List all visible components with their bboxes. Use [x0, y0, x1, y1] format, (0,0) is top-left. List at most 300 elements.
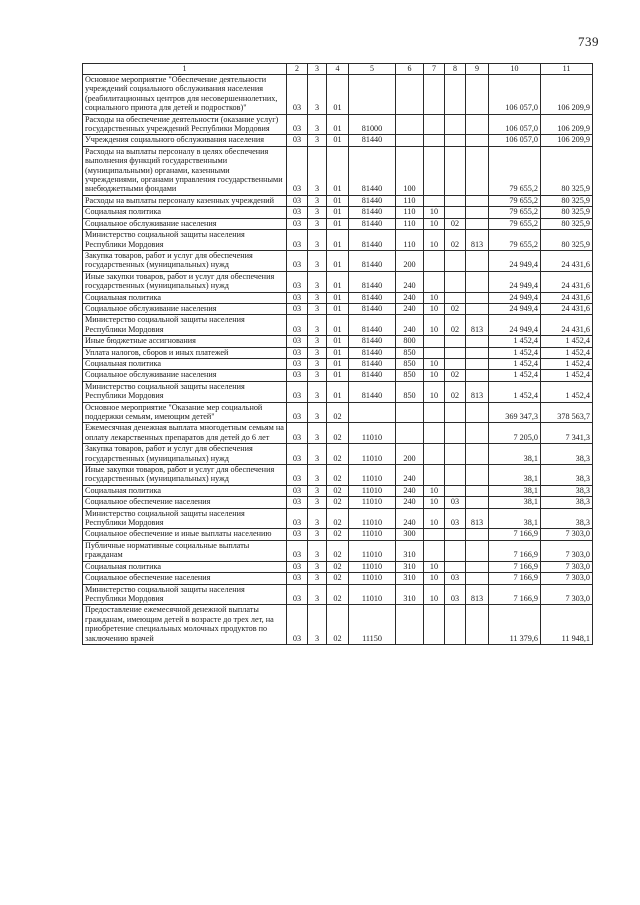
- code-section-cell: 10: [424, 358, 445, 369]
- row-name-cell: Министерство социальной защиты населения Республики Мордовия: [83, 230, 287, 251]
- code-direction-cell: 81440: [349, 336, 396, 347]
- amount-year-1-cell: 38,1: [489, 497, 541, 508]
- code-ministry-cell: [466, 529, 489, 540]
- code-ministry-cell: [466, 146, 489, 195]
- row-name-cell: Закупка товаров, работ и услуг для обеспечения государственных (муниципальных) нужд: [83, 444, 287, 465]
- code-subprogram-cell: 3: [308, 347, 327, 358]
- code-subprogram-cell: 3: [308, 271, 327, 292]
- code-subprogram-cell: 3: [308, 423, 327, 444]
- code-subprogram-cell: 3: [308, 485, 327, 496]
- code-section-cell: 10: [424, 381, 445, 402]
- code-ministry-cell: [466, 135, 489, 146]
- code-expense-type-cell: 310: [396, 584, 424, 605]
- code-section-cell: 10: [424, 508, 445, 529]
- code-direction-cell: 81440: [349, 146, 396, 195]
- code-subsection-cell: 02: [445, 315, 466, 336]
- code-event-cell: 02: [327, 508, 349, 529]
- code-event-cell: 01: [327, 347, 349, 358]
- code-event-cell: 01: [327, 381, 349, 402]
- code-program-cell: 03: [287, 347, 308, 358]
- code-direction-cell: 11150: [349, 605, 396, 645]
- amount-year-2-cell: 106 209,9: [541, 135, 593, 146]
- code-expense-type-cell: 240: [396, 271, 424, 292]
- code-event-cell: 01: [327, 218, 349, 229]
- table-row: [83, 347, 593, 358]
- code-subprogram-cell: 3: [308, 573, 327, 584]
- code-ministry-cell: [466, 347, 489, 358]
- code-ministry-cell: [466, 195, 489, 206]
- amount-year-2-cell: 38,3: [541, 508, 593, 529]
- code-subsection-cell: [445, 485, 466, 496]
- page-number: 739: [578, 34, 599, 49]
- column-header-4: 4: [327, 64, 349, 75]
- code-program-cell: 03: [287, 529, 308, 540]
- code-program-cell: 03: [287, 195, 308, 206]
- code-section-cell: [424, 146, 445, 195]
- code-expense-type-cell: 240: [396, 508, 424, 529]
- row-name-cell: Министерство социальной защиты населения Республики Мордовия: [83, 315, 287, 336]
- code-section-cell: 10: [424, 303, 445, 314]
- code-direction-cell: 81440: [349, 195, 396, 206]
- code-event-cell: 01: [327, 135, 349, 146]
- amount-year-2-cell: 1 452,4: [541, 381, 593, 402]
- code-event-cell: 01: [327, 336, 349, 347]
- code-subprogram-cell: 3: [308, 540, 327, 561]
- code-event-cell: 02: [327, 561, 349, 572]
- column-header-10: 10: [489, 64, 541, 75]
- code-program-cell: 03: [287, 370, 308, 381]
- code-program-cell: 03: [287, 271, 308, 292]
- code-subprogram-cell: 3: [308, 146, 327, 195]
- code-direction-cell: 11010: [349, 485, 396, 496]
- code-event-cell: 01: [327, 358, 349, 369]
- code-event-cell: 02: [327, 485, 349, 496]
- code-subsection-cell: [445, 135, 466, 146]
- code-event-cell: 01: [327, 250, 349, 271]
- code-section-cell: [424, 336, 445, 347]
- code-program-cell: 03: [287, 292, 308, 303]
- code-ministry-cell: 813: [466, 315, 489, 336]
- amount-year-1-cell: 11 379,6: [489, 605, 541, 645]
- code-subsection-cell: [445, 207, 466, 218]
- code-event-cell: 01: [327, 370, 349, 381]
- amount-year-2-cell: 38,3: [541, 444, 593, 465]
- row-name-cell: Основное мероприятие "Обеспечение деятельности учреждений социального обслуживания населения (реабилитационных центров для несовершеннолетних, социального приюта для детей и подростков)": [83, 75, 287, 115]
- amount-year-1-cell: 79 655,2: [489, 230, 541, 251]
- code-direction-cell: 81440: [349, 250, 396, 271]
- code-section-cell: [424, 423, 445, 444]
- code-subsection-cell: 02: [445, 230, 466, 251]
- code-section-cell: 10: [424, 218, 445, 229]
- amount-year-1-cell: 79 655,2: [489, 218, 541, 229]
- row-name-cell: Расходы на обеспечение деятельности (оказание услуг) государственных учреждений Республики Мордовия: [83, 114, 287, 135]
- column-header-8: 8: [445, 64, 466, 75]
- amount-year-1-cell: 106 057,0: [489, 135, 541, 146]
- code-subprogram-cell: 3: [308, 561, 327, 572]
- amount-year-1-cell: 38,1: [489, 444, 541, 465]
- code-section-cell: [424, 540, 445, 561]
- row-name-cell: Ежемесячная денежная выплата многодетным семьям на оплату лекарственных препаратов для детей до 6 лет: [83, 423, 287, 444]
- code-subprogram-cell: 3: [308, 402, 327, 423]
- code-event-cell: 02: [327, 529, 349, 540]
- row-name-cell: Социальная политика: [83, 292, 287, 303]
- amount-year-2-cell: 11 948,1: [541, 605, 593, 645]
- amount-year-2-cell: 80 325,9: [541, 218, 593, 229]
- code-program-cell: 03: [287, 423, 308, 444]
- code-section-cell: [424, 195, 445, 206]
- code-subsection-cell: [445, 336, 466, 347]
- code-subprogram-cell: 3: [308, 195, 327, 206]
- code-section-cell: [424, 605, 445, 645]
- code-section-cell: 10: [424, 485, 445, 496]
- table-row: [83, 218, 593, 229]
- amount-year-2-cell: 24 431,6: [541, 315, 593, 336]
- code-event-cell: 02: [327, 423, 349, 444]
- row-name-cell: Министерство социальной защиты населения Республики Мордовия: [83, 508, 287, 529]
- code-subprogram-cell: 3: [308, 292, 327, 303]
- code-expense-type-cell: 110: [396, 195, 424, 206]
- code-subsection-cell: [445, 465, 466, 486]
- code-subprogram-cell: 3: [308, 250, 327, 271]
- code-section-cell: [424, 465, 445, 486]
- code-direction-cell: 11010: [349, 423, 396, 444]
- code-expense-type-cell: [396, 402, 424, 423]
- row-name-cell: Социальное обслуживание населения: [83, 303, 287, 314]
- code-section-cell: 10: [424, 561, 445, 572]
- table-row: [83, 75, 593, 115]
- amount-year-1-cell: 7 166,9: [489, 573, 541, 584]
- code-program-cell: 03: [287, 135, 308, 146]
- code-expense-type-cell: 240: [396, 303, 424, 314]
- table-row: [83, 381, 593, 402]
- code-expense-type-cell: 310: [396, 573, 424, 584]
- column-header-7: 7: [424, 64, 445, 75]
- code-subsection-cell: [445, 358, 466, 369]
- code-direction-cell: 11010: [349, 561, 396, 572]
- row-name-cell: Социальная политика: [83, 561, 287, 572]
- code-direction-cell: 81440: [349, 358, 396, 369]
- table-body: [83, 75, 593, 645]
- table-row: [83, 271, 593, 292]
- code-subsection-cell: [445, 292, 466, 303]
- code-section-cell: 10: [424, 573, 445, 584]
- code-direction-cell: 81440: [349, 207, 396, 218]
- header-row: [83, 64, 593, 75]
- code-ministry-cell: [466, 444, 489, 465]
- code-subprogram-cell: 3: [308, 303, 327, 314]
- code-ministry-cell: [466, 540, 489, 561]
- code-subsection-cell: 03: [445, 573, 466, 584]
- table-header: [83, 64, 593, 75]
- row-name-cell: Уплата налогов, сборов и иных платежей: [83, 347, 287, 358]
- code-expense-type-cell: [396, 75, 424, 115]
- amount-year-1-cell: 1 452,4: [489, 370, 541, 381]
- code-section-cell: 10: [424, 370, 445, 381]
- table-row: [83, 561, 593, 572]
- code-program-cell: 03: [287, 358, 308, 369]
- code-event-cell: 01: [327, 75, 349, 115]
- amount-year-1-cell: 24 949,4: [489, 303, 541, 314]
- table-row: [83, 303, 593, 314]
- row-name-cell: Иные закупки товаров, работ и услуг для обеспечения государственных (муниципальных) нужд: [83, 271, 287, 292]
- code-subsection-cell: [445, 75, 466, 115]
- amount-year-2-cell: 38,3: [541, 485, 593, 496]
- code-ministry-cell: [466, 75, 489, 115]
- code-subsection-cell: [445, 540, 466, 561]
- table-row: [83, 114, 593, 135]
- column-header-1: 1: [83, 64, 287, 75]
- table-row: [83, 135, 593, 146]
- code-ministry-cell: [466, 573, 489, 584]
- code-program-cell: 03: [287, 114, 308, 135]
- code-subprogram-cell: 3: [308, 497, 327, 508]
- amount-year-2-cell: 24 431,6: [541, 292, 593, 303]
- amount-year-2-cell: 38,3: [541, 465, 593, 486]
- code-direction-cell: 11010: [349, 444, 396, 465]
- code-subprogram-cell: 3: [308, 381, 327, 402]
- amount-year-1-cell: 38,1: [489, 508, 541, 529]
- code-subsection-cell: 02: [445, 303, 466, 314]
- code-expense-type-cell: 110: [396, 218, 424, 229]
- amount-year-2-cell: 7 303,0: [541, 584, 593, 605]
- code-program-cell: 03: [287, 444, 308, 465]
- amount-year-1-cell: 7 166,9: [489, 529, 541, 540]
- amount-year-1-cell: 7 166,9: [489, 540, 541, 561]
- code-program-cell: 03: [287, 315, 308, 336]
- code-subsection-cell: [445, 195, 466, 206]
- row-name-cell: Социальное обслуживание населения: [83, 370, 287, 381]
- code-subsection-cell: [445, 605, 466, 645]
- code-subsection-cell: [445, 271, 466, 292]
- row-name-cell: Закупка товаров, работ и услуг для обеспечения государственных (муниципальных) нужд: [83, 250, 287, 271]
- code-expense-type-cell: [396, 423, 424, 444]
- code-section-cell: [424, 402, 445, 423]
- code-subsection-cell: 03: [445, 497, 466, 508]
- row-name-cell: Министерство социальной защиты населения Республики Мордовия: [83, 381, 287, 402]
- row-name-cell: Расходы на выплаты персоналу казенных учреждений: [83, 195, 287, 206]
- code-subprogram-cell: 3: [308, 135, 327, 146]
- amount-year-2-cell: 7 303,0: [541, 540, 593, 561]
- table-row: [83, 358, 593, 369]
- code-subsection-cell: [445, 561, 466, 572]
- amount-year-1-cell: 1 452,4: [489, 358, 541, 369]
- code-ministry-cell: [466, 292, 489, 303]
- code-program-cell: 03: [287, 303, 308, 314]
- code-direction-cell: 81440: [349, 381, 396, 402]
- amount-year-2-cell: 24 431,6: [541, 271, 593, 292]
- code-subprogram-cell: 3: [308, 114, 327, 135]
- code-direction-cell: 11010: [349, 584, 396, 605]
- amount-year-2-cell: 24 431,6: [541, 303, 593, 314]
- table-row: [83, 529, 593, 540]
- amount-year-2-cell: 1 452,4: [541, 336, 593, 347]
- amount-year-2-cell: 1 452,4: [541, 370, 593, 381]
- code-program-cell: 03: [287, 402, 308, 423]
- code-section-cell: [424, 75, 445, 115]
- amount-year-1-cell: 24 949,4: [489, 271, 541, 292]
- code-event-cell: 01: [327, 292, 349, 303]
- code-subprogram-cell: 3: [308, 444, 327, 465]
- row-name-cell: Социальное обеспечение населения: [83, 573, 287, 584]
- code-subsection-cell: 03: [445, 508, 466, 529]
- code-ministry-cell: [466, 465, 489, 486]
- code-program-cell: 03: [287, 540, 308, 561]
- code-subprogram-cell: 3: [308, 336, 327, 347]
- code-program-cell: 03: [287, 146, 308, 195]
- row-name-cell: Социальное обеспечение и иные выплаты населению: [83, 529, 287, 540]
- row-name-cell: Социальная политика: [83, 207, 287, 218]
- code-direction-cell: 81440: [349, 303, 396, 314]
- code-expense-type-cell: [396, 605, 424, 645]
- code-direction-cell: 11010: [349, 573, 396, 584]
- amount-year-1-cell: 38,1: [489, 485, 541, 496]
- code-direction-cell: [349, 75, 396, 115]
- table-row: [83, 315, 593, 336]
- code-program-cell: 03: [287, 508, 308, 529]
- code-subprogram-cell: 3: [308, 465, 327, 486]
- code-event-cell: 02: [327, 584, 349, 605]
- code-event-cell: 02: [327, 605, 349, 645]
- amount-year-2-cell: 80 325,9: [541, 146, 593, 195]
- code-expense-type-cell: 110: [396, 207, 424, 218]
- amount-year-1-cell: 7 205,0: [489, 423, 541, 444]
- code-event-cell: 01: [327, 315, 349, 336]
- code-ministry-cell: [466, 485, 489, 496]
- row-name-cell: Социальная политика: [83, 358, 287, 369]
- amount-year-2-cell: 7 303,0: [541, 573, 593, 584]
- code-direction-cell: 81440: [349, 292, 396, 303]
- code-event-cell: 01: [327, 207, 349, 218]
- code-expense-type-cell: 240: [396, 497, 424, 508]
- code-subsection-cell: [445, 423, 466, 444]
- amount-year-2-cell: 24 431,6: [541, 250, 593, 271]
- row-name-cell: Расходы на выплаты персоналу в целях обеспечения выполнения функций государственными (муниципальными) органами, казенными учреждениями, органами управления государственными внебюджетными фондами: [83, 146, 287, 195]
- code-event-cell: 01: [327, 230, 349, 251]
- table-row: [83, 540, 593, 561]
- code-program-cell: 03: [287, 207, 308, 218]
- code-subprogram-cell: 3: [308, 584, 327, 605]
- code-direction-cell: 11010: [349, 508, 396, 529]
- amount-year-2-cell: 7 341,3: [541, 423, 593, 444]
- code-program-cell: 03: [287, 250, 308, 271]
- code-ministry-cell: [466, 114, 489, 135]
- table-row: [83, 207, 593, 218]
- row-name-cell: Основное мероприятие "Оказание мер социальной поддержки семьям, имеющим детей": [83, 402, 287, 423]
- code-ministry-cell: [466, 303, 489, 314]
- code-program-cell: 03: [287, 561, 308, 572]
- code-subprogram-cell: 3: [308, 75, 327, 115]
- table-row: [83, 444, 593, 465]
- amount-year-2-cell: 7 303,0: [541, 529, 593, 540]
- code-event-cell: 02: [327, 497, 349, 508]
- code-ministry-cell: 813: [466, 584, 489, 605]
- code-expense-type-cell: 200: [396, 444, 424, 465]
- code-ministry-cell: [466, 497, 489, 508]
- code-event-cell: 01: [327, 271, 349, 292]
- code-direction-cell: 81440: [349, 135, 396, 146]
- amount-year-1-cell: 106 057,0: [489, 75, 541, 115]
- amount-year-1-cell: 7 166,9: [489, 561, 541, 572]
- row-name-cell: Учреждения социального обслуживания населения: [83, 135, 287, 146]
- code-subsection-cell: [445, 444, 466, 465]
- code-direction-cell: 81440: [349, 218, 396, 229]
- code-section-cell: 10: [424, 315, 445, 336]
- code-event-cell: 02: [327, 540, 349, 561]
- amount-year-2-cell: 1 452,4: [541, 347, 593, 358]
- code-section-cell: [424, 444, 445, 465]
- code-expense-type-cell: 100: [396, 146, 424, 195]
- amount-year-2-cell: 80 325,9: [541, 195, 593, 206]
- code-expense-type-cell: 240: [396, 315, 424, 336]
- code-expense-type-cell: 240: [396, 485, 424, 496]
- code-program-cell: 03: [287, 336, 308, 347]
- row-name-cell: Социальное обеспечение населения: [83, 497, 287, 508]
- code-expense-type-cell: 310: [396, 561, 424, 572]
- amount-year-1-cell: 7 166,9: [489, 584, 541, 605]
- code-direction-cell: 81000: [349, 114, 396, 135]
- code-expense-type-cell: [396, 135, 424, 146]
- code-ministry-cell: [466, 358, 489, 369]
- amount-year-1-cell: 24 949,4: [489, 315, 541, 336]
- table-row: [83, 465, 593, 486]
- amount-year-1-cell: 1 452,4: [489, 381, 541, 402]
- code-ministry-cell: [466, 207, 489, 218]
- code-event-cell: 02: [327, 402, 349, 423]
- code-expense-type-cell: 300: [396, 529, 424, 540]
- code-subprogram-cell: 3: [308, 230, 327, 251]
- code-section-cell: 10: [424, 497, 445, 508]
- code-expense-type-cell: 850: [396, 370, 424, 381]
- amount-year-2-cell: 80 325,9: [541, 230, 593, 251]
- table-row: [83, 508, 593, 529]
- code-event-cell: 01: [327, 114, 349, 135]
- code-subprogram-cell: 3: [308, 605, 327, 645]
- code-section-cell: [424, 529, 445, 540]
- code-program-cell: 03: [287, 485, 308, 496]
- amount-year-1-cell: 38,1: [489, 465, 541, 486]
- code-event-cell: 01: [327, 195, 349, 206]
- code-subsection-cell: [445, 114, 466, 135]
- row-name-cell: Предоставление ежемесячной денежной выплаты гражданам, имеющим детей в возрасте до трех лет, на приобретение специальных молочных продуктов по заключению врачей: [83, 605, 287, 645]
- code-section-cell: [424, 250, 445, 271]
- code-section-cell: 10: [424, 584, 445, 605]
- code-expense-type-cell: 850: [396, 347, 424, 358]
- code-ministry-cell: [466, 250, 489, 271]
- code-section-cell: 10: [424, 292, 445, 303]
- amount-year-1-cell: 1 452,4: [489, 336, 541, 347]
- code-expense-type-cell: 850: [396, 381, 424, 402]
- table-row: [83, 573, 593, 584]
- code-expense-type-cell: 800: [396, 336, 424, 347]
- code-subsection-cell: 02: [445, 381, 466, 402]
- column-header-6: 6: [396, 64, 424, 75]
- code-expense-type-cell: 240: [396, 292, 424, 303]
- row-name-cell: Публичные нормативные социальные выплаты гражданам: [83, 540, 287, 561]
- budget-table-container: [82, 63, 593, 645]
- code-direction-cell: 11010: [349, 465, 396, 486]
- code-subprogram-cell: 3: [308, 358, 327, 369]
- code-subsection-cell: [445, 529, 466, 540]
- table-row: [83, 292, 593, 303]
- table-row: [83, 250, 593, 271]
- code-ministry-cell: 813: [466, 508, 489, 529]
- code-subsection-cell: 02: [445, 218, 466, 229]
- amount-year-2-cell: 106 209,9: [541, 114, 593, 135]
- code-direction-cell: 81440: [349, 271, 396, 292]
- code-program-cell: 03: [287, 381, 308, 402]
- code-direction-cell: 11010: [349, 540, 396, 561]
- code-ministry-cell: [466, 271, 489, 292]
